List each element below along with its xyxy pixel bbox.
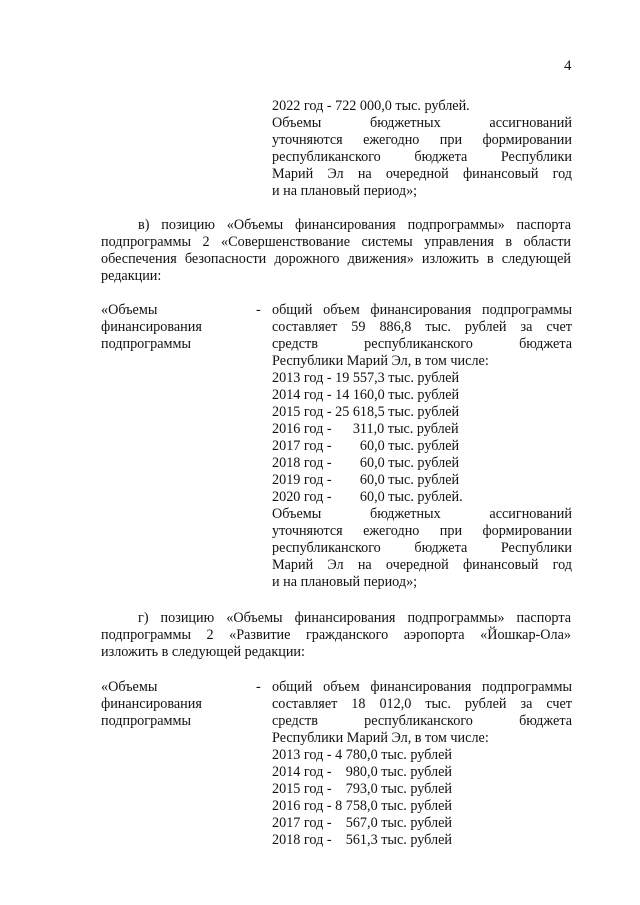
desc-line-1: общий объем финансирования подпрограммы	[272, 302, 572, 318]
desc-line-1: общий объем финансирования подпрограммы	[272, 679, 572, 695]
section-g-line-1: г) позицию «Объемы финансирования подпрограммы» паспорта	[138, 610, 571, 626]
year-row: 2015 год - 25 618,5 тыс. рублей	[272, 404, 460, 420]
year-row: 2017 год - 567,0 тыс. рублей	[272, 815, 452, 831]
dash: -	[256, 679, 261, 695]
desc-line-4: Республики Марий Эл, в том числе:	[272, 353, 489, 369]
top-line-4: республиканского бюджета Республики	[272, 149, 572, 165]
year-row: 2018 год - 60,0 тыс. рублей	[272, 455, 460, 471]
section-v-line-4: редакции:	[101, 268, 162, 284]
year-row: 2016 год - 8 758,0 тыс. рублей	[272, 798, 452, 814]
section-g-line-2: подпрограммы 2 «Развитие гражданского аэропорта «Йошкар-Ола»	[101, 627, 571, 643]
section-v-line-3: обеспечения безопасности дорожного движения» изложить в следующей	[101, 251, 571, 267]
tail-line-5: и на плановый период»;	[272, 574, 418, 590]
year-row: 2019 год - 60,0 тыс. рублей	[272, 472, 460, 488]
year-row: 2015 год - 793,0 тыс. рублей	[272, 781, 452, 797]
desc-line-3: средств республиканского бюджета	[272, 713, 572, 729]
year-row: 2013 год - 19 557,3 тыс. рублей	[272, 370, 460, 386]
year-row: 2016 год - 311,0 тыс. рублей	[272, 421, 459, 437]
page-number: 4	[564, 58, 572, 74]
desc-line-4: Республики Марий Эл, в том числе:	[272, 730, 489, 746]
tail-line-4: Марий Эл на очередной финансовый год	[272, 557, 572, 573]
tail-line-2: уточняются ежегодно при формировании	[272, 523, 572, 539]
label-line-3: подпрограммы	[101, 336, 191, 352]
year-row: 2013 год - 4 780,0 тыс. рублей	[272, 747, 452, 763]
desc-line-2: составляет 18 012,0 тыс. рублей за счет	[272, 696, 572, 712]
label-line-1: «Объемы	[101, 679, 158, 695]
year-row: 2014 год - 980,0 тыс. рублей	[272, 764, 452, 780]
year-row: 2017 год - 60,0 тыс. рублей	[272, 438, 460, 454]
tail-line-1: Объемы бюджетных ассигнований	[272, 506, 572, 522]
top-line-5: Марий Эл на очередной финансовый год	[272, 166, 572, 182]
label-line-2: финансирования	[101, 696, 202, 712]
label-line-3: подпрограммы	[101, 713, 191, 729]
top-line-1: 2022 год - 722 000,0 тыс. рублей.	[272, 98, 470, 114]
top-line-6: и на плановый период»;	[272, 183, 418, 199]
section-g-line-3: изложить в следующей редакции:	[101, 644, 305, 660]
section-v-line-2: подпрограммы 2 «Совершенствование системы управления в области	[101, 234, 571, 250]
tail-line-3: республиканского бюджета Республики	[272, 540, 572, 556]
year-row: 2020 год - 60,0 тыс. рублей.	[272, 489, 463, 505]
year-row: 2018 год - 561,3 тыс. рублей	[272, 832, 452, 848]
label-line-1: «Объемы	[101, 302, 158, 318]
section-v-line-1: в) позицию «Объемы финансирования подпрограммы» паспорта	[138, 217, 571, 233]
desc-line-3: средств республиканского бюджета	[272, 336, 572, 352]
top-line-3: уточняются ежегодно при формировании	[272, 132, 572, 148]
dash: -	[256, 302, 261, 318]
label-line-2: финансирования	[101, 319, 202, 335]
year-row: 2014 год - 14 160,0 тыс. рублей	[272, 387, 460, 403]
top-line-2: Объемы бюджетных ассигнований	[272, 115, 572, 131]
desc-line-2: составляет 59 886,8 тыс. рублей за счет	[272, 319, 572, 335]
